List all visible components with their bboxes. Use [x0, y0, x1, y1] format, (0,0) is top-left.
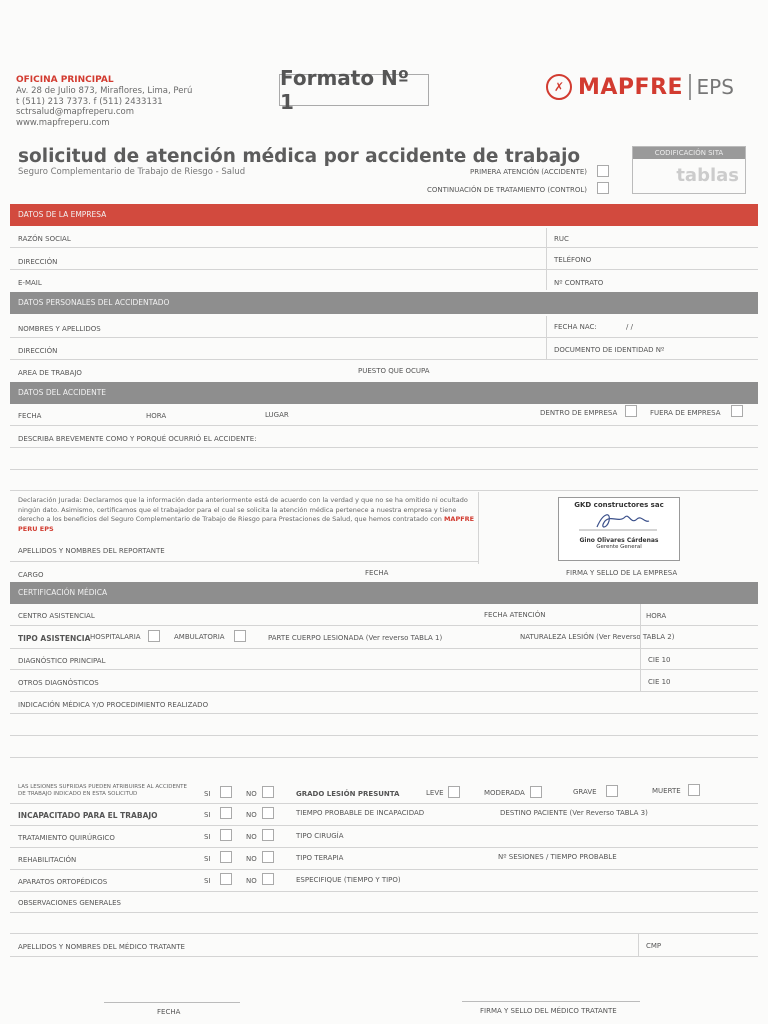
- rehabilitacion-si-checkbox[interactable]: [220, 851, 232, 863]
- describa-label: DESCRIBA BREVEMENTE COMO Y PORQUÉ OCURRIÓ EL ACCIDENTE:: [18, 435, 257, 443]
- fecha-signature-line: [104, 1002, 240, 1003]
- logo-eps: EPS: [696, 75, 734, 99]
- codificacion-value: tablas: [676, 165, 739, 186]
- divider: [546, 316, 547, 360]
- parte-cuerpo-label: PARTE CUERPO LESIONADA (Ver reverso TABLA 1): [268, 634, 443, 642]
- office-line: t (511) 213 7373. f (511) 2433131: [16, 96, 163, 107]
- office-line: www.mapfreperu.com: [16, 118, 110, 129]
- cie10-label: CIE 10: [648, 656, 671, 664]
- contrato-label: Nº CONTRATO: [554, 279, 604, 287]
- dentro-empresa-checkbox[interactable]: [625, 405, 637, 417]
- aparatos-label: APARATOS ORTOPÉDICOS: [18, 878, 108, 886]
- aparatos-si-checkbox[interactable]: [220, 873, 232, 885]
- quirurgico-no-checkbox[interactable]: [262, 829, 274, 841]
- firma-medico-label: FIRMA Y SELLO DEL MÉDICO TRATANTE: [480, 1007, 617, 1015]
- muerte-checkbox[interactable]: [688, 784, 700, 796]
- stamp-role: Gerente General: [596, 544, 642, 550]
- muerte-label: MUERTE: [652, 787, 681, 795]
- ambulatoria-checkbox[interactable]: [234, 630, 246, 642]
- diagnostico-principal-label: DIAGNÓSTICO PRINCIPAL: [18, 657, 106, 665]
- fecha-atencion-label: FECHA ATENCIÓN: [484, 611, 546, 619]
- stamp-name: Gino Olivares Cárdenas: [579, 537, 659, 544]
- area-trabajo-label: AREA DE TRABAJO: [18, 369, 82, 377]
- declaracion-jurada: [18, 496, 476, 534]
- si-label: SI: [204, 790, 211, 798]
- email-label: E-MAIL: [18, 279, 42, 287]
- tipo-asistencia-label: TIPO ASISTENCIA: [18, 634, 91, 643]
- office-title: OFICINA PRINCIPAL: [16, 75, 114, 85]
- divider: [10, 891, 758, 892]
- no-label: NO: [246, 811, 257, 819]
- rehabilitacion-no-checkbox[interactable]: [262, 851, 274, 863]
- lugar-label: LUGAR: [265, 411, 289, 419]
- office-address: [16, 75, 192, 129]
- telefono-label: TELÉFONO: [554, 256, 592, 264]
- fecha-nac-separators: / /: [626, 323, 633, 331]
- divider: [10, 847, 758, 848]
- mapfre-logo: [546, 70, 734, 104]
- observaciones-label: OBSERVACIONES GENERALES: [18, 899, 121, 907]
- leve-checkbox[interactable]: [448, 786, 460, 798]
- cie10-label: CIE 10: [648, 678, 671, 686]
- si-label: SI: [204, 833, 211, 841]
- no-label: NO: [246, 855, 257, 863]
- no-label: NO: [246, 790, 257, 798]
- quirurgico-label: TRATAMIENTO QUIRÚRGICO: [18, 834, 115, 842]
- firma-medico-line: [462, 1001, 640, 1002]
- divider: [546, 228, 547, 290]
- divider: [478, 492, 479, 564]
- logo-brand: MAPFRE: [578, 74, 684, 100]
- moderada-checkbox[interactable]: [530, 786, 542, 798]
- divider: [10, 825, 758, 826]
- centro-asistencial-label: CENTRO ASISTENCIAL: [18, 612, 95, 620]
- dentro-empresa-label: DENTRO DE EMPRESA: [540, 409, 618, 417]
- formato-label: Formato Nº 1: [279, 74, 429, 106]
- cargo-label: CARGO: [18, 571, 44, 579]
- codificacion-label: CODIFICACIÓN SITA: [633, 147, 745, 159]
- section-accidente: DATOS DEL ACCIDENTE: [10, 382, 758, 404]
- form-title: solicitud de atención médica por accidente de trabajo: [18, 146, 581, 167]
- divider: [10, 757, 758, 758]
- mapfre-circle-icon: ✗: [546, 74, 572, 100]
- form-subtitle: Seguro Complementario de Trabajo de Riesgo - Salud: [18, 167, 246, 177]
- fuera-empresa-label: FUERA DE EMPRESA: [650, 409, 721, 417]
- naturaleza-label: NATURALEZA LESIÓN (Ver Reverso TABLA 2): [520, 633, 675, 641]
- incapacitado-label: INCAPACITADO PARA EL TRABAJO: [18, 811, 158, 820]
- fecha-declaracion-label: FECHA: [365, 569, 389, 577]
- logo-divider: [689, 74, 691, 100]
- signature-image: [559, 509, 677, 533]
- documento-label: DOCUMENTO DE IDENTIDAD Nº: [554, 346, 665, 354]
- section-certificacion: CERTIFICACIÓN MÉDICA: [10, 582, 758, 604]
- declaracion-brand: MAPFRE PERU EPS: [18, 515, 475, 533]
- primera-atencion-checkbox[interactable]: [597, 165, 609, 177]
- atribuir-si-checkbox[interactable]: [220, 786, 232, 798]
- divider: [10, 691, 758, 692]
- ruc-label: RUC: [554, 235, 569, 243]
- destino-paciente-label: DESTINO PACIENTE (Ver Reverso TABLA 3): [500, 809, 648, 817]
- si-label: SI: [204, 855, 211, 863]
- incapacitado-no-checkbox[interactable]: [262, 807, 274, 819]
- divider: [640, 604, 641, 692]
- medico-label: APELLIDOS Y NOMBRES DEL MÉDICO TRATANTE: [18, 943, 185, 951]
- divider: [10, 625, 758, 626]
- divider: [10, 735, 758, 736]
- grave-label: GRAVE: [573, 788, 597, 796]
- hospitalaria-checkbox[interactable]: [148, 630, 160, 642]
- stamp-company: GKD constructores sac: [574, 501, 664, 509]
- tiempo-incapacidad-label: TIEMPO PROBABLE DE INCAPACIDAD: [296, 809, 425, 817]
- cmp-label: CMP: [646, 942, 662, 950]
- fecha-accidente-label: FECHA: [18, 412, 42, 420]
- divider: [10, 933, 758, 934]
- company-stamp: [558, 497, 680, 561]
- no-label: NO: [246, 833, 257, 841]
- apellidos-reportante-label: APELLIDOS Y NOMBRES DEL REPORTANTE: [18, 547, 165, 555]
- ambulatoria-label: AMBULATORIA: [174, 633, 225, 641]
- fecha-footer-label: FECHA: [157, 1008, 181, 1016]
- firma-empresa-label: FIRMA Y SELLO DE LA EMPRESA: [566, 569, 678, 577]
- fecha-nac-label: FECHA NAC:: [554, 323, 597, 331]
- divider: [10, 490, 758, 491]
- aparatos-no-checkbox[interactable]: [262, 873, 274, 885]
- si-label: SI: [204, 811, 211, 819]
- no-label: NO: [246, 877, 257, 885]
- quirurgico-si-checkbox[interactable]: [220, 829, 232, 841]
- grado-lesion-label: GRADO LESIÓN PRESUNTA: [296, 790, 400, 798]
- hospitalaria-label: HOSPITALARIA: [90, 633, 141, 641]
- primera-atencion-label: PRIMERA ATENCIÓN (ACCIDENTE): [470, 168, 588, 176]
- otros-diagnosticos-label: OTROS DIAGNÓSTICOS: [18, 679, 99, 687]
- atribuir-no-checkbox[interactable]: [262, 786, 274, 798]
- section-accidentado: DATOS PERSONALES DEL ACCIDENTADO: [10, 292, 758, 314]
- puesto-label: PUESTO QUE OCUPA: [358, 367, 430, 375]
- moderada-label: MODERADA: [484, 789, 525, 797]
- direccion-empresa-label: DIRECCIÓN: [18, 258, 58, 266]
- divider: [10, 956, 758, 957]
- divider: [10, 337, 758, 338]
- atribuir-label: LAS LESIONES SUFRIDAS PUEDEN ATRIBUIRSE AL ACCIDENTE DE TRABAJO INDICADO EN ESTA SOLICITUD: [18, 784, 187, 797]
- divider: [10, 669, 758, 670]
- office-line: sctrsalud@mapfreperu.com: [16, 107, 134, 118]
- incapacitado-si-checkbox[interactable]: [220, 807, 232, 819]
- divider: [10, 469, 758, 470]
- divider: [10, 359, 758, 360]
- nombres-label: NOMBRES Y APELLIDOS: [18, 325, 101, 333]
- tipo-terapia-label: TIPO TERAPIA: [296, 854, 344, 862]
- razon-social-label: RAZÓN SOCIAL: [18, 235, 71, 243]
- codificacion-box: [632, 146, 746, 194]
- divider: [10, 247, 758, 248]
- divider: [10, 713, 758, 714]
- sesiones-label: Nº SESIONES / TIEMPO PROBABLE: [498, 853, 617, 861]
- especifique-label: ESPECIFIQUE (TIEMPO Y TIPO): [296, 876, 401, 884]
- divider: [10, 869, 758, 870]
- continuacion-checkbox[interactable]: [597, 182, 609, 194]
- office-line: Av. 28 de Julio 873, Miraflores, Lima, Perú: [16, 85, 193, 96]
- divider: [10, 425, 758, 426]
- section-empresa: DATOS DE LA EMPRESA: [10, 204, 758, 226]
- leve-label: LEVE: [426, 789, 444, 797]
- divider: [10, 803, 758, 804]
- grave-checkbox[interactable]: [606, 785, 618, 797]
- continuacion-label: CONTINUACIÓN DE TRATAMIENTO (CONTROL): [427, 186, 588, 194]
- divider: [638, 934, 639, 956]
- hora-atencion-label: HORA: [646, 612, 667, 620]
- indicacion-medica-label: INDICACIÓN MÉDICA Y/O PROCEDIMIENTO REALIZADO: [18, 701, 209, 709]
- rehabilitacion-label: REHABILITACIÓN: [18, 856, 77, 864]
- tipo-cirugia-label: TIPO CIRUGÍA: [296, 832, 344, 840]
- divider: [10, 648, 758, 649]
- divider: [10, 269, 758, 270]
- divider: [10, 912, 758, 913]
- declaracion-text: Declaración Jurada: Declaramos que la información dada anteriormente está de acuerdo con la verdad y que no se ha omitido ni ocultado ningún dato. Asimismo, certificamos que el trabajador para el cual se solicita la atención médica pertenece a nuestra empresa y tiene derecho a los beneficios del Seguro Complementario de Trabajo de Riesgo para Prestaciones de Salud, que hemos contratado con: [18, 496, 468, 523]
- fuera-empresa-checkbox[interactable]: [731, 405, 743, 417]
- direccion-accidentado-label: DIRECCIÓN: [18, 347, 58, 355]
- divider: [10, 561, 478, 562]
- hora-accidente-label: HORA: [146, 412, 167, 420]
- divider: [10, 447, 758, 448]
- si-label: SI: [204, 877, 211, 885]
